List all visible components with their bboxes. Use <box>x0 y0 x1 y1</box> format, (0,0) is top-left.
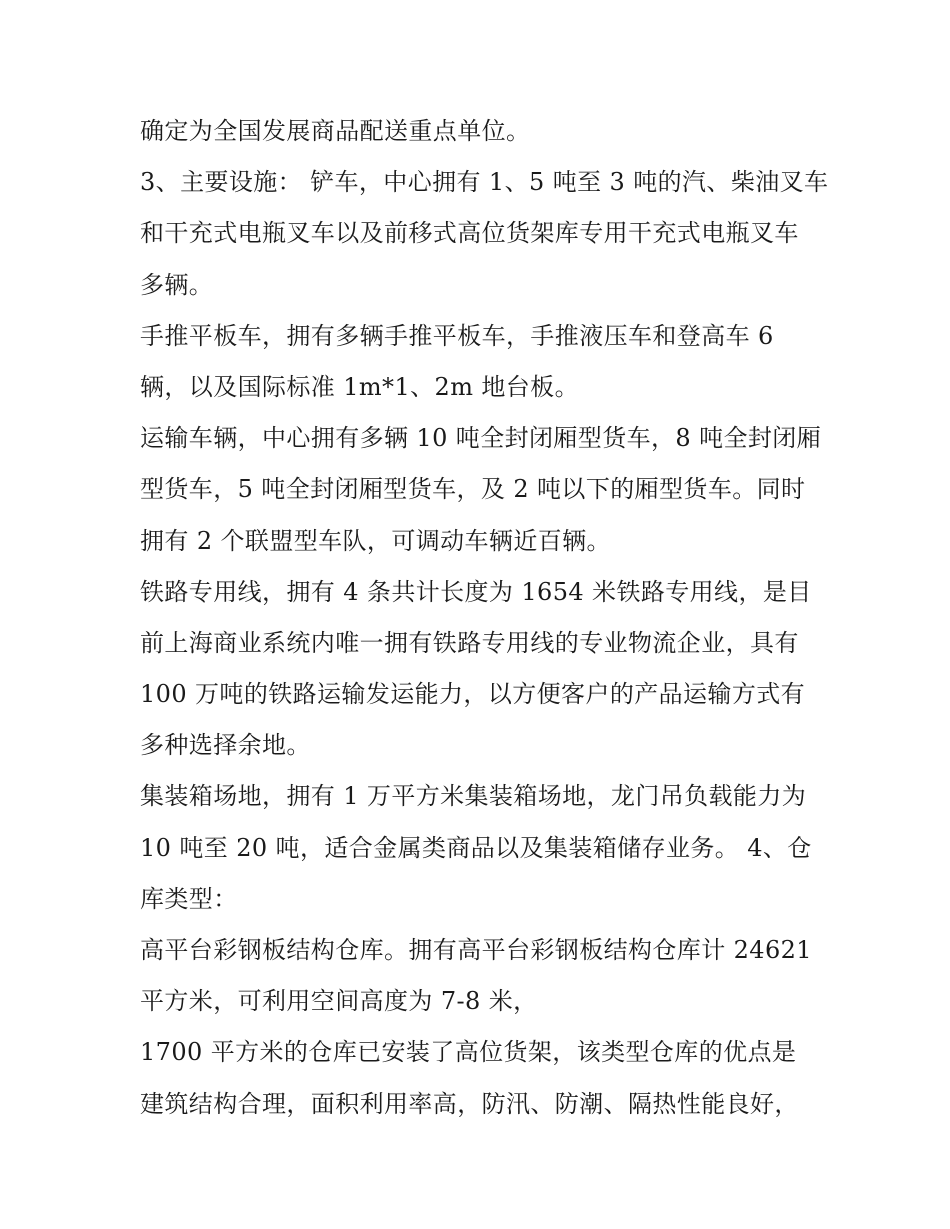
text-line: 运输车辆，中心拥有多辆 10 吨全封闭厢型货车，8 吨全封闭厢 <box>140 424 822 453</box>
text-line: 3、主要设施： 铲车，中心拥有 1、5 吨至 3 吨的汽、柴油叉车 <box>140 168 829 197</box>
text-line: 高平台彩钢板结构仓库。拥有高平台彩钢板结构仓库计 24621 <box>140 936 812 964</box>
text-line: 拥有 2 个联盟型车队，可调动车辆近百辆。 <box>140 526 611 555</box>
text-line: 多种选择余地。 <box>140 731 311 760</box>
text-line: 10 吨至 20 吨，适合金属类商品以及集装箱储存业务。 4、仓 <box>140 833 812 862</box>
text-line: 100 万吨的铁路运输发运能力，以方便客户的产品运输方式有 <box>140 680 806 709</box>
text-line: 手推平板车，拥有多辆手推平板车，手推液压车和登高车 6 <box>140 321 774 350</box>
text-line: 集装箱场地，拥有 1 万平方米集装箱场地，龙门吊负载能力为 <box>140 782 807 811</box>
text-line: 辆，以及国际标准 1m*1、2m 地台板。 <box>140 372 579 401</box>
document-body <box>140 106 830 1130</box>
text-line: 平方米，可利用空间高度为 7-8 米， <box>140 987 538 1016</box>
text-line: 确定为全国发展商品配送重点单位。 <box>140 117 531 145</box>
text-line: 建筑结构合理，面积利用率高，防汛、防潮、隔热性能良好， <box>140 1089 799 1118</box>
text-line: 多辆。 <box>140 270 214 299</box>
text-line: 前上海商业系统内唯一拥有铁路专用线的专业物流企业，具有 <box>140 628 799 657</box>
text-line: 铁路专用线，拥有 4 条共计长度为 1654 米铁路专用线，是目 <box>140 577 812 606</box>
text-line: 库类型： <box>140 884 238 913</box>
text-line: 和干充式电瓶叉车以及前移式高位货架库专用干充式电瓶叉车 <box>140 219 799 248</box>
text-line: 1700 平方米的仓库已安装了高位货架，该类型仓库的优点是 <box>140 1038 797 1067</box>
text-line: 型货车，5 吨全封闭厢型货车，及 2 吨以下的厢型货车。同时 <box>140 475 806 504</box>
